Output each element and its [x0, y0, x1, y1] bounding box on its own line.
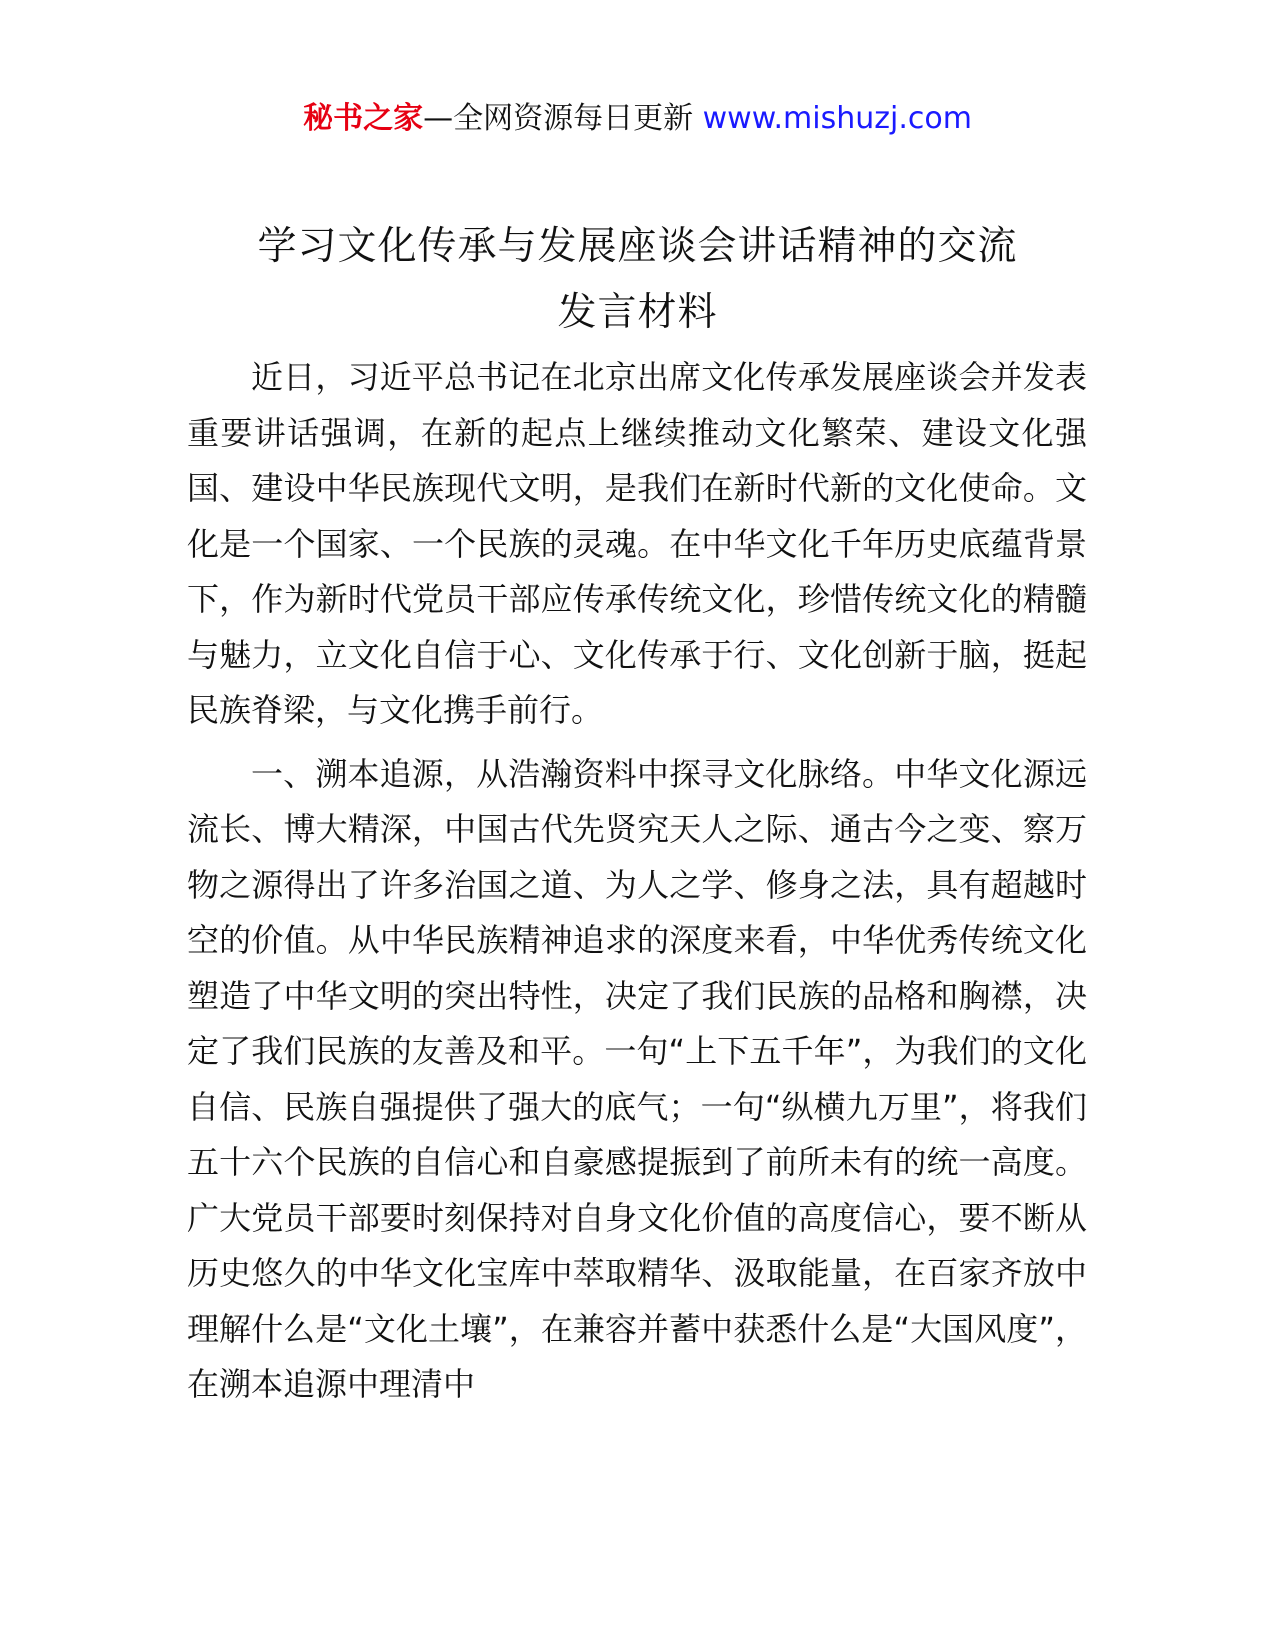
body-paragraph-intro: 近日，习近平总书记在北京出席文化传承发展座谈会并发表重要讲话强调，在新的起点上继续推动文化繁荣、建设文化强国、建设中华民族现代文明，是我们在新时代新的文化使命。文化是一个国家、一个民族的灵魂。在中华文化千年历史底蕴背景下，作为新时代党员干部应传承传统文化，珍惜传统文化的精髓与魅力，立文化自信于心、文化传承于行、文化创新于脑，挺起民族脊梁，与文化携手前行。: [187, 358, 1087, 729]
site-slogan: —全网资源每日更新: [423, 101, 694, 136]
document-title-line-2: 发言材料: [557, 290, 718, 335]
body-paragraph-section-1: 一、溯本追源，从浩瀚资料中探寻文化脉络。中华文化源远流长、博大精深，中国古代先贤究天人之际、通古今之变、察万物之源得出了许多治国之道、为人之学、修身之法，具有超越时空的价值。从中华民族精神追求的深度来看，中华优秀传统文化塑造了中华文明的突出特性，决定了我们民族的品格和胸襟，决定了我们民族的友善及和平。一句“上下五千年”，为我们的文化自信、民族自强提供了强大的底气；一句“纵横九万里”，将我们五十六个民族的自信心和自豪感提振到了前所未有的统一高度。广大党员干部要时刻保持对自身文化价值的高度信心，要不断从历史悠久的中华文化宝库中萃取精华、汲取能量，在百家齐放中理解什么是“文化土壤”，在兼容并蓄中获悉什么是“大国风度”，在溯本追源中理清中: [187, 754, 1087, 1403]
document-title: [190, 214, 1085, 346]
document-body: [187, 350, 1087, 1413]
site-url-link[interactable]: www.mishuzj.com: [702, 101, 972, 136]
site-header: [0, 98, 1275, 140]
document-title-line-1: 学习文化传承与发展座谈会讲话精神的交流: [257, 224, 1018, 269]
site-brand: 秘书之家: [303, 101, 424, 136]
